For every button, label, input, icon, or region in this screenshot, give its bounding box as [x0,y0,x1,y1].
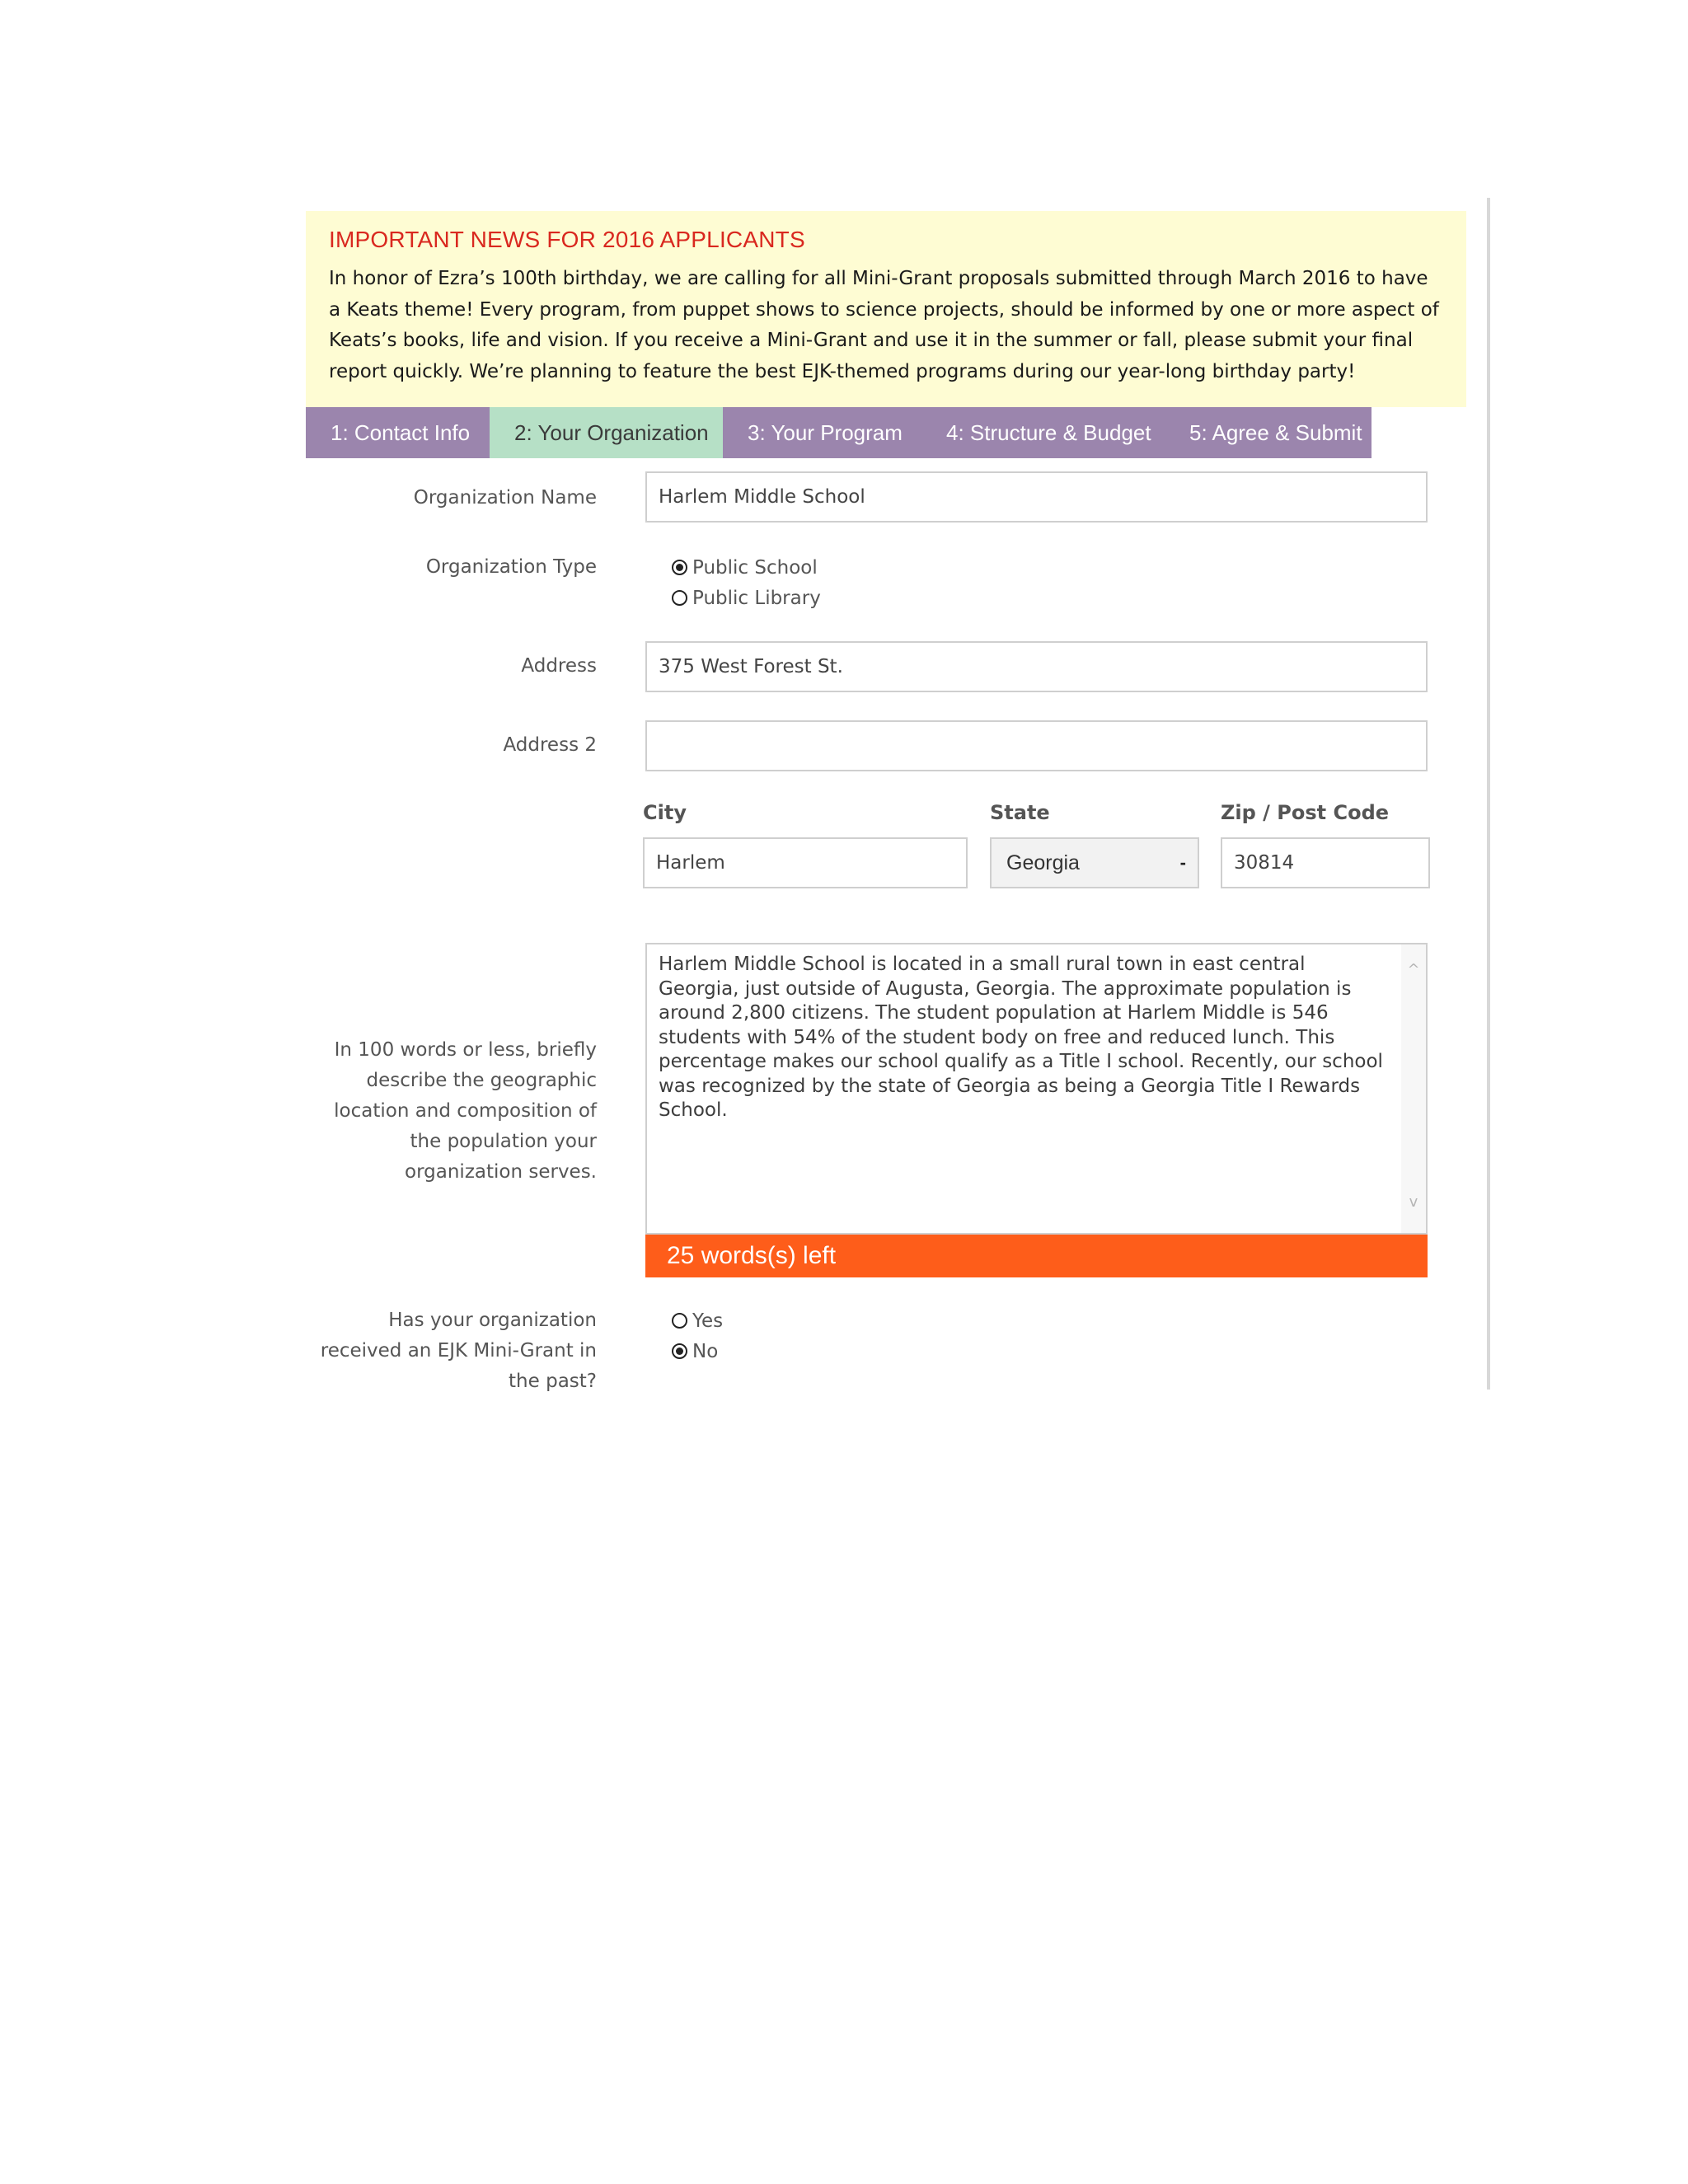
past-grant-option-yes[interactable] [672,1305,723,1336]
past-grant-label: Has your organization received an EJK Mini-Grant in the past? [320,1310,597,1392]
address2-input[interactable] [645,720,1428,771]
radio-unchecked-icon[interactable] [672,1313,687,1329]
notice-body: In honor of Ezra’s 100th birthday, we are calling for all Mini-Grant proposals submitted through March 2016 to have a Keats theme! Every program, from puppet shows to science projects, should be informed by one or more aspect of Keats’s books, life and vision. If you receive a Mini-Grant and use it in the summer or fall, please submit your final report quickly. We’re planning to feature the best EJK-themed programs during our year-long birthday party! [329,268,1439,382]
past-grant-option-label: No [692,1340,719,1362]
state-select[interactable] [990,837,1199,888]
tab-your-program[interactable]: 3: Your Program [723,407,921,458]
past-grant-radio-group [672,1305,723,1366]
past-grant-option-no[interactable] [672,1336,723,1366]
chevron-up-icon[interactable]: ^ [1407,961,1420,978]
step-tabs [306,407,1372,458]
description-textarea[interactable] [645,943,1428,1235]
tab-structure-budget[interactable]: 4: Structure & Budget [921,407,1165,458]
tab-your-organization[interactable]: 2: Your Organization [490,407,723,458]
city-input[interactable]: Harlem [643,837,968,888]
page-divider [1487,198,1490,1390]
zip-input[interactable]: 30814 [1221,837,1430,888]
org-type-option-public-library[interactable] [672,583,821,613]
notice-box [306,211,1466,407]
org-type-label: Organization Type [425,556,597,578]
textarea-scrollbar[interactable] [1401,944,1426,1233]
past-grant-option-label: Yes [692,1310,724,1332]
zip-label: Zip / Post Code [1221,801,1390,824]
chevron-down-icon: - [1179,852,1186,873]
tab-contact-info[interactable]: 1: Contact Info [306,407,490,458]
notice-title: IMPORTANT NEWS FOR 2016 APPLICANTS [329,227,805,252]
org-type-option-label: Public Library [692,587,821,609]
org-type-option-public-school[interactable] [672,552,821,583]
state-label: State [990,801,1050,824]
word-counter: 25 words(s) left [645,1235,1428,1277]
chevron-down-icon[interactable]: v [1409,1193,1418,1211]
address2-label: Address 2 [503,734,597,756]
description-label: In 100 words or less, briefly describe the geographic location and composition of the population your organization serves. [334,1039,597,1183]
description-text: Harlem Middle School is located in a small rural town in east central Georgia, just outside of Augusta, Georgia. The approximate population is around 2,800 citizens. The student population at Harlem Middle is 546 students with 54% of the student body on free and reduced lunch. This percentage makes our school qualify as a Title I school. Recently, our school was recognized by the state of Georgia as being a Georgia Title I Rewards School. [659,954,1383,1121]
state-select-value: Georgia [1006,851,1080,874]
radio-unchecked-icon[interactable] [672,590,687,606]
address-label: Address [521,655,597,677]
org-type-radio-group [672,552,821,613]
org-name-input[interactable]: Harlem Middle School [645,471,1428,523]
org-name-label: Organization Name [413,487,597,509]
radio-checked-icon[interactable] [672,1343,687,1359]
radio-checked-icon[interactable] [672,560,687,575]
address-input[interactable]: 375 West Forest St. [645,641,1428,692]
tab-agree-submit[interactable]: 5: Agree & Submit [1165,407,1372,458]
org-type-option-label: Public School [692,556,818,579]
city-label: City [643,801,687,824]
